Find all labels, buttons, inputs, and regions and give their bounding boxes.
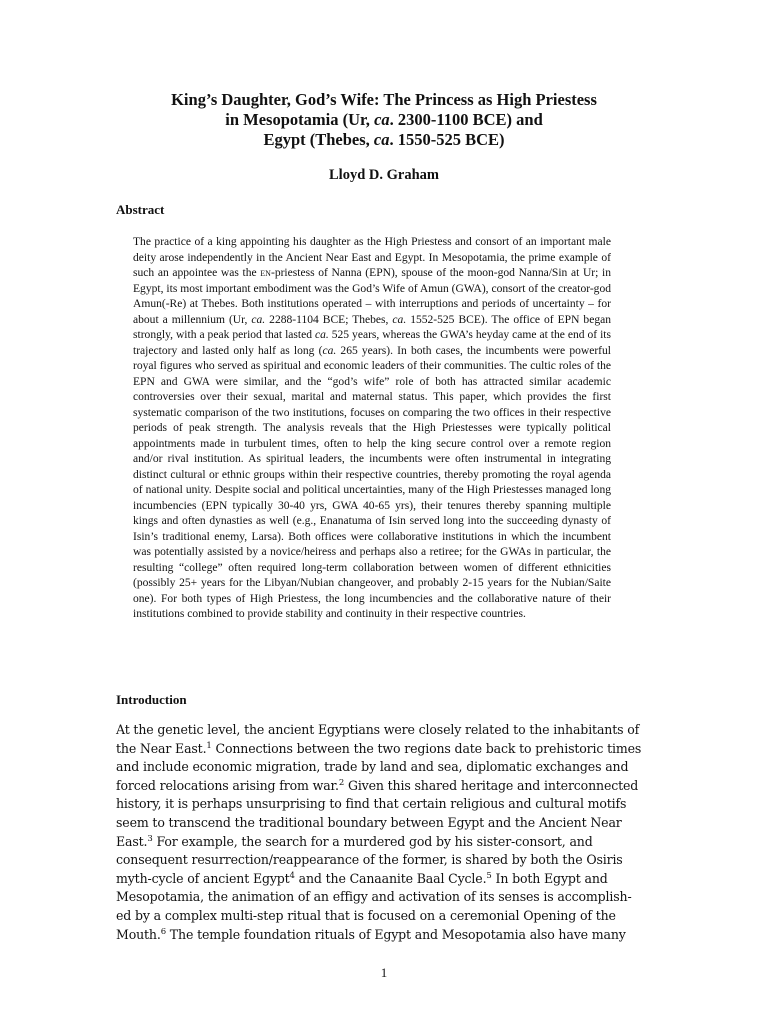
footnote-ref-5[interactable]: 5 bbox=[486, 870, 492, 881]
footnote-ref-6[interactable]: 6 bbox=[160, 926, 166, 937]
title-line-1: King’s Daughter, God’s Wife: The Princess as High Priestess bbox=[171, 90, 597, 109]
abstract-heading: Abstract bbox=[116, 202, 165, 217]
footnote-ref-4[interactable]: 4 bbox=[289, 870, 295, 881]
introduction-paragraph bbox=[116, 721, 642, 944]
title-line-2: in Mesopotamia (Ur, ca. 2300-1100 BCE) and bbox=[225, 110, 543, 129]
intro-line: myth-cycle of ancient Egypt$^4$ and the Canaanite Baal Cycle.$^5$ In both Egypt and bbox=[116, 870, 608, 886]
intro-line: history, it is perhaps unsurprising to find that certain religious and cultural motifs bbox=[116, 796, 627, 812]
intro-line: Mesopotamia, the animation of an effigy and activation of its senses is accomplish- bbox=[116, 889, 632, 905]
page-number: 1 bbox=[380, 965, 388, 980]
title-line-3: Egypt (Thebes, ca. 1550-525 BCE) bbox=[263, 130, 505, 149]
intro-line: consequent resurrection/reappearance of the former, is shared by both the Osiris bbox=[116, 852, 623, 868]
en-small-caps: en bbox=[260, 267, 271, 279]
intro-line: and include economic migration, trade by land and sea, diplomatic exchanges and bbox=[116, 759, 629, 775]
paper-title bbox=[100, 90, 668, 150]
abstract-paragraph: The practice of a king appointing his daughter as the High Priestess and consort of an important male deity arose independently in the Ancient Near East and Egypt. In Mesopotamia, the prime example of such an appointee was the en-priestess of Nanna (EPN), spouse of the moon-god Nanna/Sin at Ur; in Egypt, its most important embodiment was the God’s Wife of Amun (GWA), consort of the creator-god Amun(-Re) at Thebes. Both institutions operated – with interruptions and periods of uncertainty – for about a millennium (Ur, ca. 2288-1104 BCE; Thebes, ca. 1552-525 BCE). The office of EPN began strongly, with a peak period that lasted ca. 525 years, whereas the GWA’s heyday came at the end of its trajectory and lasted only half as long (ca. 265 years). In both cases, the incumbents were powerful royal figures who served as spiritual and economic leaders of their communities. The cultic roles of the EPN and GWA were similar, and the “god’s wife” role of both has attracted similar academic controversies over their sexual, marital and maternal status. This paper, which provides the first systematic comparison of the two institutions, focuses on comparing the two offices in their respective periods of peak strength. The analysis reveals that the High Priestesses were typically political appointments made in turbulent times, often to help the king secure control over a remote region and/or rival institution. As spiritual leaders, the incumbents were often instrumental in integrating distinct cultural or ethnic groups within their respective countries, thereby promoting the royal agenda of national unity. Despite social and political uncertainties, many of the High Priestesses managed long incumbencies (EPN typically 30-40 yrs, GWA 40-65 yrs), their tenures thereby spanning multiple kings and often dynasties as well (e.g., Enanatuma of Isin served long into the succeeding dynasty of Isin’s traditional enemy, Larsa). Both offices were collaborative institutions in which the incumbent was potentially assisted by a novice/heiress and perhaps also a retiree; for the GWAs in particular, the resulting “college” often required long-term collaboration between women of different ethnicities (possibly 25+ years for the Libyan/Nubian changeover, and probably 2-15 years for the Nubian/Saite one). For both types of High Priestess, the long incumbencies and the collaborative nature of their institutions combined to provide stability and continuity in their respective countries. bbox=[133, 236, 612, 620]
intro-line: At the genetic level, the ancient Egyptians were closely related to the inhabitants of bbox=[116, 722, 640, 737]
intro-line: forced relocations arising from war.$^2$ Given this shared heritage and interconnected bbox=[116, 777, 639, 793]
footnote-ref-3[interactable]: 3 bbox=[147, 833, 153, 844]
introduction-heading: Introduction bbox=[116, 692, 187, 707]
intro-line: seem to transcend the traditional boundary between Egypt and the Ancient Near bbox=[116, 814, 622, 830]
footnote-ref-2[interactable]: 2 bbox=[338, 777, 345, 788]
footnote-ref-1[interactable]: 1 bbox=[206, 740, 212, 751]
author-name: Lloyd D. Graham bbox=[329, 167, 439, 183]
intro-line: East.$^3$ For example, the search for a murdered god by his sister-consort, and bbox=[116, 833, 593, 849]
intro-line: Mouth.$^6$ The temple foundation rituals of Egypt and Mesopotamia also have many bbox=[116, 926, 626, 942]
intro-line: the Near East.$^1$ Connections between the two regions date back to prehistoric times bbox=[116, 740, 642, 756]
intro-line: ed by a complex multi-step ritual that is focused on a ceremonial Opening of the bbox=[116, 907, 616, 923]
